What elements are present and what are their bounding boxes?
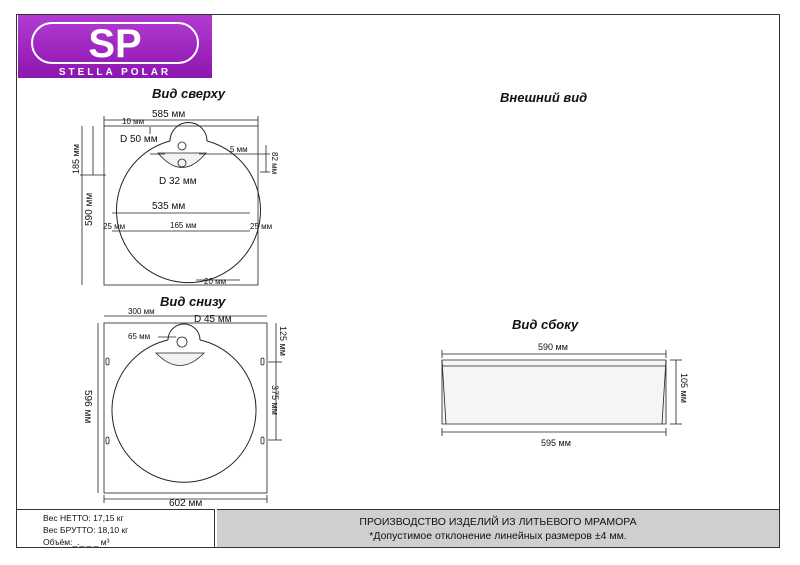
dim-top-width: 585 мм bbox=[152, 109, 186, 120]
dim-top-drain-d32: D 32 мм bbox=[159, 176, 197, 187]
dim-top-side-25-left: 25 мм bbox=[103, 222, 126, 231]
dim-top-offset-10: 10 мм bbox=[122, 117, 145, 126]
top-tap-hole bbox=[178, 142, 186, 150]
dim-bottom-125: 125 мм bbox=[278, 326, 288, 356]
bottom-mounting-slots bbox=[106, 358, 264, 444]
dim-bottom-top-300: 300 мм bbox=[128, 307, 155, 316]
bottom-view-outline bbox=[104, 323, 267, 493]
bottom-view-basin bbox=[112, 324, 256, 482]
top-view-title: Вид сверху bbox=[152, 86, 226, 101]
dim-top-height-590: 590 мм bbox=[84, 192, 95, 226]
spec-netto: Вес НЕТТО: 17,15 кг bbox=[43, 513, 124, 523]
logo-mark: SP bbox=[88, 22, 142, 66]
dim-bottom-hole-d45: D 45 мм bbox=[194, 314, 232, 325]
dim-top-side-25-right: 25 мм bbox=[250, 222, 273, 231]
dim-bottom-375: 375 мм bbox=[270, 385, 280, 415]
bottom-view-title: Вид снизу bbox=[160, 294, 226, 309]
bottom-tap-hole bbox=[177, 337, 187, 347]
dim-top-gap-5: 5 мм bbox=[230, 145, 248, 154]
spec-brutto: Вес БРУТТО: 18,10 кг bbox=[43, 525, 129, 535]
dim-side-height-105: 105 мм bbox=[679, 373, 689, 403]
dim-top-inner-165: 165 мм bbox=[170, 221, 197, 230]
tolerance-note: *Допустимое отклонение линейных размеров ±4 мм. bbox=[369, 530, 627, 542]
dim-bottom-width-602: 602 мм bbox=[169, 498, 203, 509]
specs-block bbox=[17, 509, 215, 547]
dim-top-bottom-20: 20 мм bbox=[204, 277, 227, 286]
dim-bottom-height-596: 596 мм bbox=[82, 390, 93, 424]
production-note bbox=[217, 509, 779, 547]
side-view-title: Вид сбоку bbox=[512, 317, 579, 332]
dim-top-185: 185 мм bbox=[71, 144, 81, 174]
dim-top-hole-d50: D 50 мм bbox=[120, 134, 158, 145]
dim-top-bowl-535: 535 мм bbox=[152, 201, 186, 212]
external-view-title: Внешний вид bbox=[500, 90, 588, 105]
production-title: ПРОИЗВОДСТВО ИЗДЕЛИЙ ИЗ ЛИТЬЕВОГО МРАМОРА bbox=[359, 516, 637, 528]
dim-top-82: 82 мм bbox=[270, 152, 279, 175]
dim-bottom-65: 65 мм bbox=[128, 332, 151, 341]
logo-brand: STELLA POLAR bbox=[58, 67, 172, 78]
dim-side-top-590: 590 мм bbox=[538, 342, 568, 352]
spec-volume: Объём:_._ _ _ м³ bbox=[43, 537, 110, 547]
dim-side-bottom-595: 595 мм bbox=[541, 438, 571, 448]
side-view-outline bbox=[442, 360, 666, 424]
